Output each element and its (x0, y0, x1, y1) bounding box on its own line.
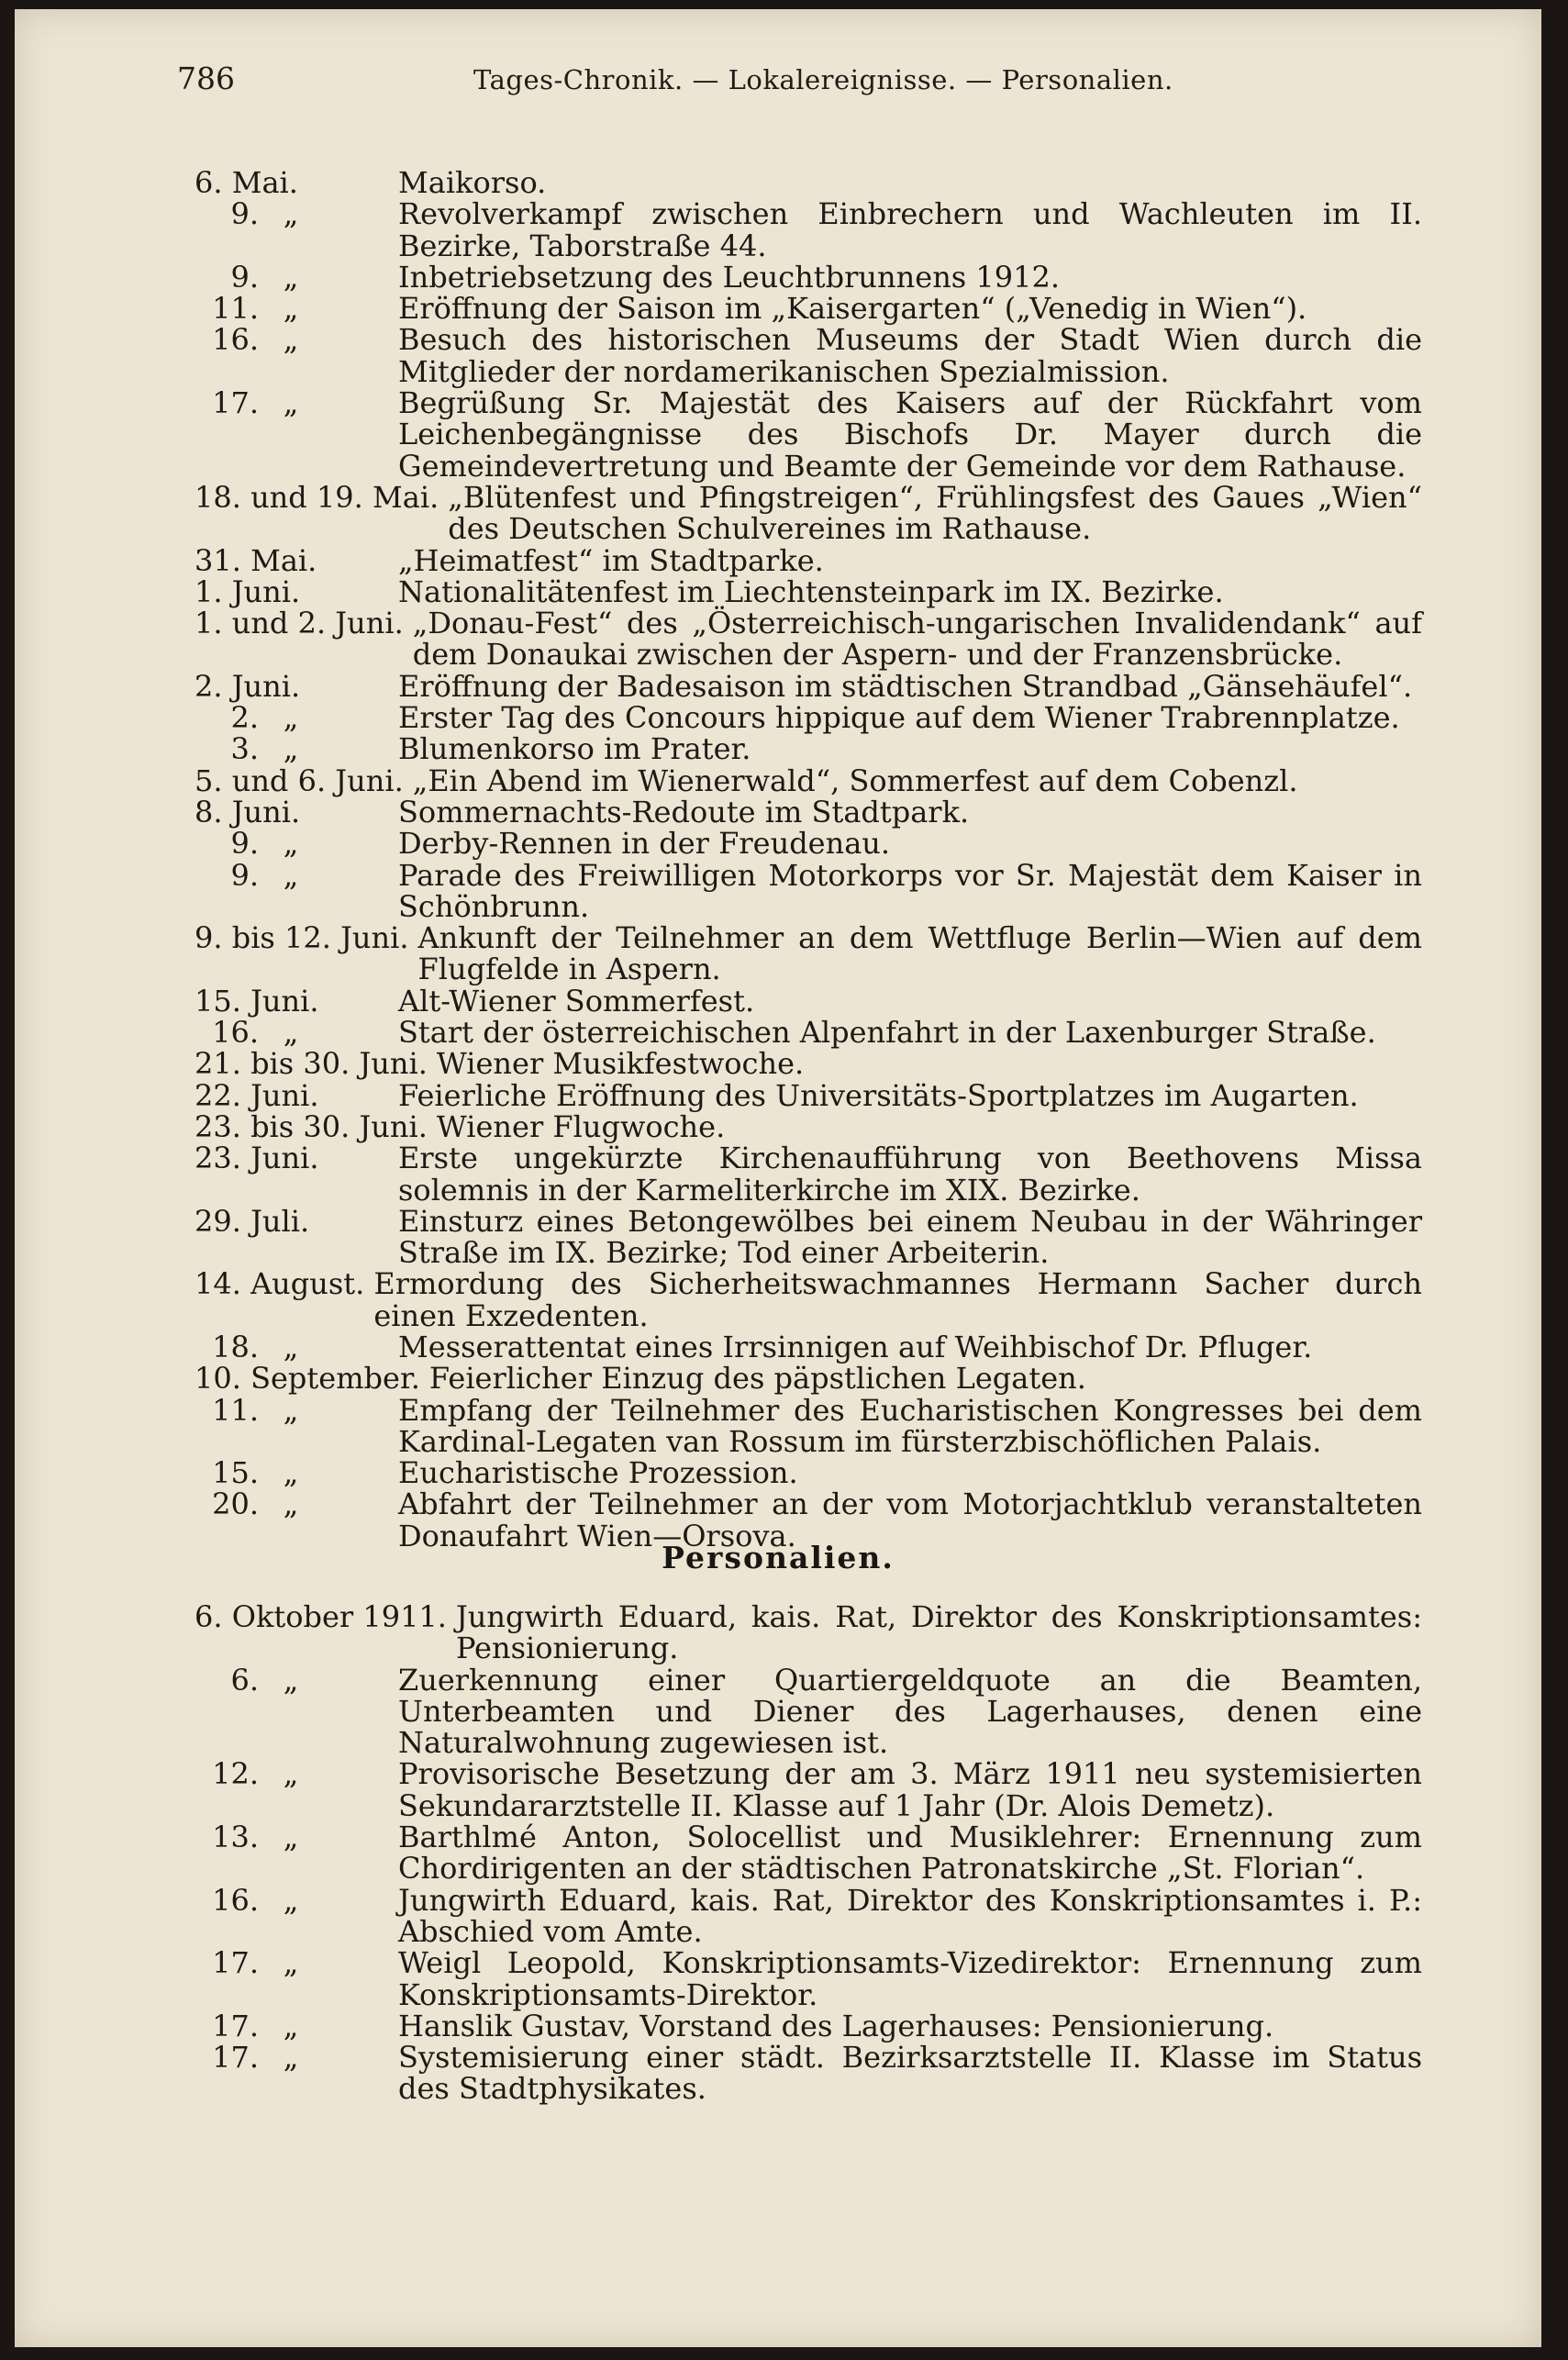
running-head: Tages-Chronik. — Lokalereignisse. — Personalien. (473, 64, 1173, 95)
entry-text: Ankunft der Teilnehmer an dem Wettfluge Berlin—Wien auf dem Flugfelde in Aspern. (417, 920, 1422, 987)
entry-day: 9. (230, 826, 259, 862)
chronik-entry (15, 1203, 1541, 1271)
entry-date (15, 1664, 398, 1759)
entry-text: Provisorische Besetzung der am 3. März 1911 neu systemisierten Sekundararztstelle II. Klasse auf 1 Jahr (Dr. Alois Demetz). (398, 1756, 1422, 1823)
chronik-entry (15, 985, 1541, 1017)
ditto-mark: „ (283, 385, 299, 421)
entry-text: Sommernachts-Redoute im Stadtpark. (398, 794, 970, 829)
entry-text: Barthlmé Anton, Solocellist und Musiklehrer: Ernennung zum Chordirigenten an der städtischen Patronatskirche „St. Florian“. (398, 1820, 1422, 1887)
entry-date: 21. bis 30. Juni. (195, 1046, 428, 1082)
entry-day: 13. (212, 1820, 259, 1855)
entry-date (15, 1015, 398, 1051)
chronik-list (15, 167, 1541, 1552)
entry-text: Jungwirth Eduard, kais. Rat, Direktor des Konskriptionsamtes: Pensionierung. (455, 1599, 1422, 1666)
entry-date (15, 857, 398, 923)
ditto-mark: „ (283, 1455, 299, 1491)
personalien-entry (15, 1664, 1541, 1759)
entry-date: 22. Juni. (195, 1077, 319, 1113)
chronik-entry (15, 573, 1541, 609)
entry-text: Alt-Wiener Sommerfest. (398, 983, 755, 1019)
entry-date: 10. September. (195, 1361, 420, 1397)
ditto-mark: „ (283, 1820, 299, 1855)
entry-date: 2. Juni. (195, 668, 301, 704)
ditto-mark: „ (283, 1882, 299, 1918)
entry-date (15, 387, 398, 482)
entry-day: 11. (212, 1392, 259, 1428)
personalien-entry (15, 1758, 1541, 1821)
entry-date (15, 259, 398, 295)
page-number: 786 (177, 61, 235, 96)
personalien-entry (15, 2042, 1541, 2105)
ditto-mark: „ (283, 322, 299, 358)
entry-text: Eucharistische Prozession. (398, 1455, 798, 1491)
chronik-entry (15, 1077, 1541, 1113)
ditto-mark: „ (283, 1756, 299, 1792)
section-title-personalien: Personalien. (662, 1540, 895, 1575)
ditto-mark: „ (283, 196, 299, 232)
entry-day: 12. (212, 1756, 259, 1792)
ditto-mark: „ (283, 731, 299, 767)
chronik-entry (15, 857, 1541, 924)
entry-text: Revolverkampf zwischen Einbrechern und Wachleuten im II. Bezirke, Taborstraße 44. (398, 196, 1422, 263)
chronik-entry (15, 700, 1541, 736)
entry-date (15, 2010, 398, 2042)
chronik-entry (15, 542, 1541, 578)
entry-day: 16. (212, 1015, 259, 1051)
ditto-mark: „ (283, 2008, 299, 2043)
entry-date (15, 1392, 398, 1458)
chronik-entry (15, 198, 1541, 262)
chronik-entry (15, 291, 1541, 327)
chronik-entry (15, 668, 1541, 704)
entry-date: 6. Mai. (195, 165, 298, 200)
page (15, 9, 1541, 2347)
chronik-entry (15, 1268, 1541, 1331)
chronik-entry (15, 1015, 1541, 1051)
ditto-mark: „ (283, 2040, 299, 2076)
entry-date (15, 1947, 398, 2010)
chronik-entry (15, 387, 1541, 482)
chronik-entry (15, 259, 1541, 295)
entry-day: 16. (212, 322, 259, 358)
personalien-entry (15, 1947, 1541, 2010)
ditto-mark: „ (283, 700, 299, 736)
entry-date: 18. und 19. Mai. (195, 479, 439, 515)
entry-text: Besuch des historischen Museums der Stadt Wien durch die Mitglieder der nordamerikanischen Spezialmission. (398, 322, 1422, 389)
chronik-entry (15, 167, 1541, 198)
entry-date (15, 731, 398, 767)
entry-day: 9. (230, 196, 259, 232)
entry-text: Erste ungekürzte Kirchenaufführung von Beethovens Missa solemnis in der Karmeliterkirche im XIX. Bezirke. (398, 1141, 1422, 1208)
entry-text: Start der österreichischen Alpenfahrt in der Laxenburger Straße. (398, 1015, 1376, 1051)
entry-text: Zuerkennung einer Quartiergeldquote an die Beamten, Unterbeamten und Diener des Lagerhauses, denen eine Naturalwohnung zugewiesen ist. (398, 1662, 1422, 1761)
personalien-entry (15, 1601, 1541, 1664)
chronik-entry (15, 1142, 1541, 1206)
entry-text: Feierliche Eröffnung des Universitäts-Sportplatzes im Augarten. (398, 1077, 1359, 1113)
personalien-entry (15, 1821, 1541, 1885)
entry-text: Eröffnung der Badesaison im städtischen Strandbad „Gänsehäufel“. (398, 668, 1413, 704)
entry-text: Empfang der Teilnehmer des Eucharistischen Kongresses bei dem Kardinal-Legaten van Rossum im fürsterzbischöflichen Palais. (398, 1392, 1422, 1459)
entry-day: 6. (230, 1662, 259, 1698)
entry-date: 1. und 2. Juni. (195, 606, 404, 641)
chronik-entry (15, 324, 1541, 387)
entry-date: 23. Juni. (195, 1141, 319, 1176)
personalien-list (15, 1601, 1541, 2105)
entry-date: 29. Juli. (195, 1203, 310, 1239)
entry-day: 17. (212, 1945, 259, 1981)
entry-date (15, 1455, 398, 1491)
chronik-entry (15, 1392, 1541, 1459)
entry-date: 8. Juni. (195, 794, 301, 829)
entry-date (15, 700, 398, 736)
entry-date: 6. Oktober 1911. (195, 1599, 447, 1634)
entry-date: 23. bis 30. Juni. (195, 1108, 428, 1144)
ditto-mark: „ (283, 1486, 299, 1522)
chronik-entry (15, 826, 1541, 862)
entry-date: 15. Juni. (195, 983, 319, 1019)
chronik-entry (15, 1046, 1541, 1082)
ditto-mark: „ (283, 1329, 299, 1364)
entry-day: 2. (230, 700, 259, 736)
entry-day: 15. (212, 1455, 259, 1491)
ditto-mark: „ (283, 826, 299, 862)
personalien-entry (15, 2010, 1541, 2042)
entry-day: 17. (212, 385, 259, 421)
chronik-entry (15, 607, 1541, 671)
entry-text: Wiener Flugwoche. (436, 1108, 726, 1144)
entry-date (15, 291, 398, 327)
entry-text: Wiener Musikfestwoche. (436, 1046, 805, 1082)
ditto-mark: „ (283, 1662, 299, 1698)
entry-text: Feierlicher Einzug des päpstlichen Legaten. (428, 1361, 1086, 1397)
entry-text: Maikorso. (398, 165, 547, 200)
entry-date: 9. bis 12. Juni. (195, 920, 409, 956)
ditto-mark: „ (283, 259, 299, 295)
chronik-entry (15, 922, 1541, 985)
entry-text: Derby-Rennen in der Freudenau. (398, 826, 891, 862)
page-header (15, 61, 1541, 106)
entry-text: Systemisierung einer städt. Bezirksarztstelle II. Klasse im Status des Stadtphysikates. (398, 2040, 1422, 2107)
entry-text: Inbetriebsetzung des Leuchtbrunnens 1912. (398, 259, 1060, 295)
entry-day: 17. (212, 2008, 259, 2043)
entry-day: 3. (230, 731, 259, 767)
chronik-entry (15, 479, 1541, 547)
entry-day: 18. (212, 1329, 259, 1364)
entry-text: Hanslik Gustav, Vorstand des Lagerhauses: Pensionierung. (398, 2008, 1274, 2043)
entry-day: 9. (230, 857, 259, 893)
entry-text: Jungwirth Eduard, kais. Rat, Direktor des Konskriptionsamtes i. P.: Abschied vom Amte. (398, 1882, 1422, 1949)
entry-date: 31. Mai. (195, 542, 317, 578)
chronik-entry (15, 1361, 1541, 1397)
entry-day: 9. (230, 259, 259, 295)
entry-date (15, 324, 398, 387)
entry-date (15, 1821, 398, 1885)
entry-text: Abfahrt der Teilnehmer an der vom Motorjachtklub veranstalteten Donaufahrt Wien—Orsova. (398, 1486, 1422, 1553)
chronik-entry (15, 796, 1541, 828)
entry-date (15, 1882, 398, 1948)
entry-text: „Heimatfest“ im Stadtparke. (398, 542, 824, 578)
chronik-entry (15, 731, 1541, 767)
entry-text: „Donau-Fest“ des „Österreichisch-ungarischen Invalidendank“ auf dem Donaukai zwischen der Aspern- und der Franzensbrücke. (412, 606, 1422, 673)
entry-text: „Blütenfest und Pfingstreigen“, Frühlingsfest des Gaues „Wien“ des Deutschen Schulvereines im Rathause. (448, 479, 1422, 547)
entry-date: 1. Juni. (195, 573, 301, 609)
ditto-mark: „ (283, 1392, 299, 1428)
chronik-entry (15, 1108, 1541, 1144)
entry-day: 20. (212, 1486, 259, 1522)
entry-text: Ermordung des Sicherheitswachmannes Hermann Sacher durch einen Exzedenten. (373, 1266, 1422, 1333)
personalien-entry (15, 1882, 1541, 1949)
entry-text: Weigl Leopold, Konskriptionsamts-Vizedirektor: Ernennung zum Konskriptionsamts-Direktor. (398, 1945, 1422, 2012)
entry-date (15, 1758, 398, 1821)
entry-text: Einsturz eines Betongewölbes bei einem Neubau in der Währinger Straße im IX. Bezirke; Tod einer Arbeiterin. (398, 1203, 1422, 1271)
entry-day: 11. (212, 291, 259, 327)
ditto-mark: „ (283, 291, 299, 327)
entry-date (15, 1331, 398, 1363)
entry-date: 14. August. (195, 1266, 365, 1302)
entry-text: Nationalitätenfest im Liechtensteinpark im IX. Bezirke. (398, 573, 1224, 609)
entry-day: 16. (212, 1882, 259, 1918)
entry-day: 17. (212, 2040, 259, 2076)
entry-text: Parade des Freiwilligen Motorkorps vor Sr. Majestät dem Kaiser in Schönbrunn. (398, 857, 1422, 924)
entry-text: Messerattentat eines Irrsinnigen auf Weihbischof Dr. Pfluger. (398, 1329, 1313, 1364)
ditto-mark: „ (283, 857, 299, 893)
ditto-mark: „ (283, 1015, 299, 1051)
entry-text: „Ein Abend im Wienerwald“, Sommerfest auf dem Cobenzl. (412, 763, 1298, 798)
entry-date: 5. und 6. Juni. (195, 763, 404, 798)
entry-text: Blumenkorso im Prater. (398, 731, 751, 767)
entry-text: Erster Tag des Concours hippique auf dem Wiener Trabrennplatze. (398, 700, 1400, 736)
entry-date (15, 198, 398, 262)
entry-text: Eröffnung der Saison im „Kaisergarten“ („Venedig in Wien“). (398, 291, 1307, 327)
chronik-entry (15, 765, 1541, 796)
entry-date (15, 826, 398, 862)
chronik-entry (15, 1331, 1541, 1363)
ditto-mark: „ (283, 1945, 299, 1981)
chronik-entry (15, 1455, 1541, 1491)
entry-text: Begrüßung Sr. Majestät des Kaisers auf der Rückfahrt vom Leichenbegängnisse des Bischofs Dr. Mayer durch die Gemeindevertretung und Beamte der Gemeinde vor dem Rathause. (398, 385, 1422, 484)
entry-date (15, 2042, 398, 2105)
